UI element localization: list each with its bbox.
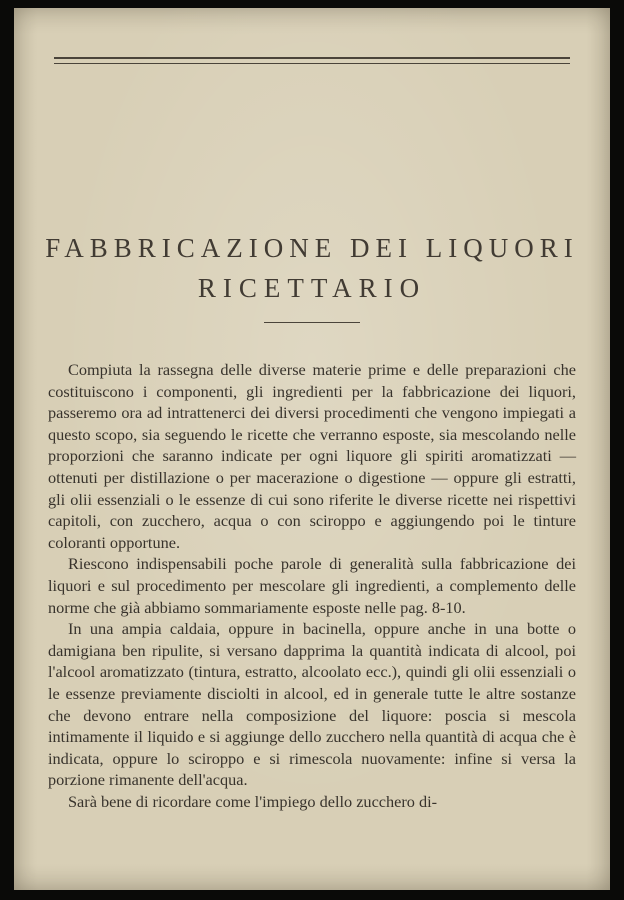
book-page: [14, 8, 610, 890]
title-divider-rule: [264, 322, 360, 323]
page-title: [14, 228, 610, 323]
paragraph-1: Compiuta la rassegna delle diverse materie prime e delle preparazioni che costituiscono i componenti, gli ingredienti per la fabbricazione dei liquori, passeremo ora ad intrattenerci dei diversi procedimenti che vengono impiegati a questo scopo, sia seguendo le ricette che verranno esposte, sia mescolando nelle proporzioni che saranno indicate per ogni liquore gli spiriti aromatizzati — ottenuti per distillazione o per macerazione o digestione — oppure gli estratti, gli olii essenziali o le essenze di cui sono riferite le diverse ricette nei rispettivi capitoli, con zucchero, acqua o con sciroppo e aggiungendo poi le tinture coloranti opportune.: [48, 360, 576, 552]
paragraph-3: In una ampia caldaia, oppure in bacinella, oppure anche in una botte o damigiana ben ripulite, si versano dapprima la quantità indicata di alcool, poi l'alcool aromatizzato (tintura, estratto, alcoolato ecc.), quindi gli olii essenziali o le essenze previamente disciolti in alcool, ed in generale tutte le altre sostanze che devono entrare nella composizione del liquore: poscia si mescola intimamente il liquido e si aggiunge dello zucchero nella quantità di acqua che è indicata, oppure lo sciroppo e si rimescola nuovamente: infine si versa la porzione rimanente dell'acqua.: [48, 619, 576, 790]
paragraph-4: Sarà bene di ricordare come l'impiego dello zucchero di-: [68, 791, 438, 811]
body-text: [14, 359, 610, 812]
page-title-line-1: FABBRICAZIONE DEI LIQUORI: [45, 233, 579, 263]
page-title-line-2: RICETTARIO: [197, 273, 427, 303]
top-double-rule: [54, 57, 570, 64]
paragraph-2: Riescono indispensabili poche parole di generalità sulla fabbricazione dei liquori e sul procedimento per mescolare gli ingredienti, a complemento delle norme che già abbiamo sommariamente esposte nelle pag. 8-10.: [48, 554, 576, 617]
